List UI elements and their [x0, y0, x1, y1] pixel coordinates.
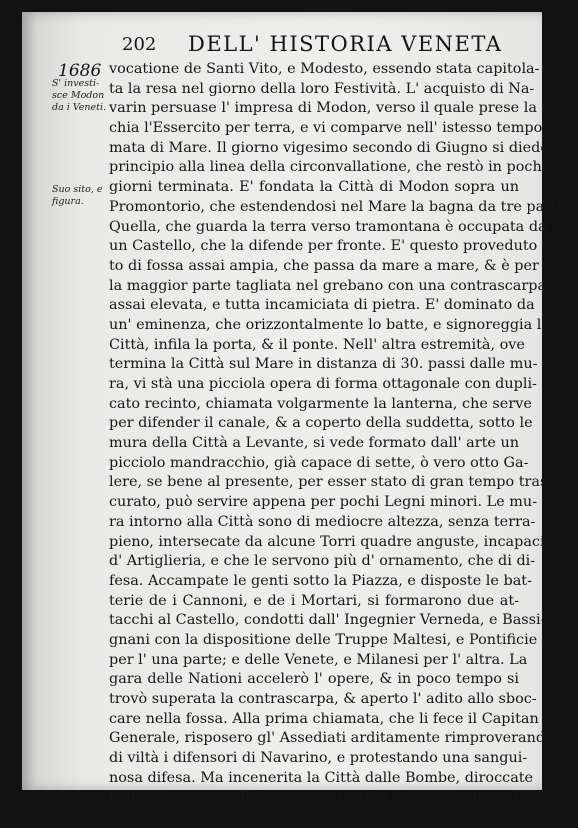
book-page [22, 12, 578, 826]
text-line: cato recinto, chiamata volgarmente la lanterna, che serve [109, 395, 532, 412]
text-line: fesa. Accampate le genti sotto la Piazza, e disposte le bat- [109, 572, 532, 589]
text-line: gnani con la dispositione delle Truppe Maltesi, e Pontificie [109, 631, 538, 648]
body-text [109, 60, 578, 828]
text-line: varin persuase l' impresa di Modon, verso il quale prese la mar- [109, 100, 576, 117]
text-line: chia l'Essercito per terra, e vi comparve nell' istesso tempo l'Ar- [109, 120, 578, 137]
text-line: to di fossa assai ampia, che passa da mare a mare, & è per [109, 257, 539, 274]
text-line: nosa difesa. Ma incenerita la Città dalle Bombe, diroccate [109, 769, 534, 786]
text-line: di viltà i difensori di Navarino, e protestando una sangui- [109, 750, 528, 767]
text-line: curato, può servire appena per pochi Legni minori. Le mu- [109, 494, 538, 511]
text-line: giorni terminata. E' fondata la Città di Modon sopra un [109, 179, 519, 196]
text-line: Quella, che guarda la terra verso tramontana è occupata da [109, 218, 547, 235]
text-line: tacchi al Castello, condotti dall' Ingegnier Verneda, e Bassi- [109, 612, 546, 629]
margin-note-investment [52, 78, 108, 114]
text-line: per difender il canale, & a coperto della suddetta, sotto le [109, 415, 533, 432]
text-line: assai elevata, e tutta incamiciata di pietra. E' dominato da [109, 297, 535, 314]
margin-note-site [52, 184, 108, 208]
margin-note-line: Suo sito, e [52, 184, 103, 195]
margin-note-line: sce Modon [52, 90, 105, 101]
text-line: terie de i Cannoni, e de i Mortari, si formarono due at- [109, 592, 519, 609]
text-line: la maggior parte tagliata nel grebano con una contrascarpa [109, 277, 547, 294]
text-line: Città, infila la porta, & il ponte. Nell' altra estremità, ove [109, 336, 525, 353]
margin-note-line: figura. [52, 196, 84, 207]
text-line: Promontorio, che estendendosi nel Mare la bagna da tre parti. [109, 198, 567, 215]
text-line: care nella fossa. Alla prima chiamata, che li fece il Capitan [109, 710, 539, 727]
page-header [22, 22, 542, 56]
text-line: picciolo mandracchio, già capace di sette, ò vero otto Ga- [109, 454, 529, 471]
text-line: gara delle Nationi accelerò l' opere, & in poco tempo si [109, 671, 519, 688]
text-line: ra, vi stà una picciola opera di forma ottagonale con dupli- [109, 376, 537, 392]
text-line: principio alla linea della circonvallatione, che restò in pochi [109, 159, 547, 176]
text-line: Generale, risposero gl' Assediati arditamente rimproverando [109, 730, 554, 747]
text-line: termina la Città sul Mare in distanza di 30. passi dalle mu- [109, 356, 538, 373]
margin-note-line: da i Veneti. [52, 102, 107, 113]
text-line: un Castello, che la difende per fronte. E' questo proveduto [109, 238, 538, 255]
text-line: mata di Mare. Il giorno vigesimo secondo di Giugno si diede [109, 139, 549, 156]
text-line: ra intorno alla Città sono di mediocre altezza, senza terra- [109, 513, 536, 530]
text-line: pieno, intersecate da alcune Torri quadre anguste, incapaci [109, 533, 545, 550]
text-line: d' Artiglieria, e che le servono più d' ornamento, che di di- [109, 553, 536, 570]
running-title: DELL' HISTORIA VENETA [188, 32, 503, 56]
text-line: le difese, e vicino il minatore, atterriti dall' essempio infelice [109, 789, 553, 806]
text-line: per l' una parte; e delle Venete, e Milanesi per l' altra. La [109, 651, 528, 668]
text-line: lere, se bene al presente, per esser stato di gran tempo tras- [109, 474, 553, 491]
text-line: un' eminenza, che orizzontalmente lo batte, e signoreggia la [109, 316, 550, 333]
margin-note-line: S' investi- [52, 78, 100, 89]
margin-year: 1686 [58, 61, 102, 81]
text-line: mura della Città a Levante, si vede formato dall' arte un [109, 435, 520, 452]
text-line: di [505, 809, 519, 826]
page-number: 202 [122, 34, 157, 55]
text-line: trovò superata la contrascarpa, & aperto l' adito allo sboc- [109, 691, 537, 707]
text-line: ta la resa nel giorno della loro Festività. L' acquisto di Na- [109, 80, 535, 97]
text-line: vocatione de Santi Vito, e Modesto, essendo stata capitola- [109, 61, 540, 77]
